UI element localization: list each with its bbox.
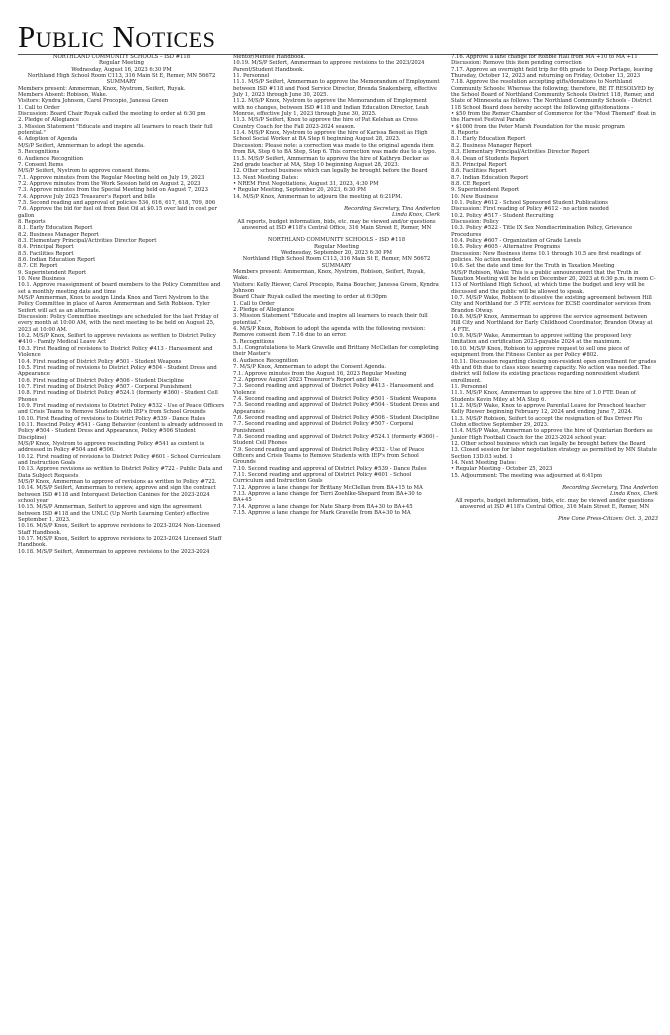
notice-line: 8.6. Indian Education Report xyxy=(18,257,96,263)
notice-line: 10.1. Policy #612 - School Sponsored Student Publications xyxy=(451,199,609,206)
notice-line: 10. New Business xyxy=(18,276,66,283)
notice-line: 7.3. Second reading and approval of District Policy #413 - Harassment and Violence xyxy=(233,383,434,396)
notice-line: M/S/P Robison, Wake: This is a public announcement that the Truth in Taxation Meeting will be held on December 20, 2023 at 6:30 p.m. in room C-113 of Northland High School, at which time the budget and levy will be discussed and the public will be allowed to speak. xyxy=(451,269,656,295)
notice-line: 7.17. Approve an overnight field trip for 6th grade to Deep Portage, leaving Thursday, October 12, 2023 and returning on Friday, October 13, 2023 xyxy=(451,66,653,80)
notice-line: Discussion: Remove this item pending correction xyxy=(451,60,582,67)
notice-line: 3. Mission Statement "Educate and inspire all learners to reach their full potential." xyxy=(18,123,213,137)
notice-line: Linda Knox, Clerk xyxy=(610,491,658,498)
notice-line: 7.11. Second reading and approval of District Policy #601 - School Curriculum and Instruction Goals xyxy=(233,472,412,485)
notice-line: Visitors: Kyndra Johnson, Carol Procopio, Janessa Green xyxy=(18,98,169,105)
notice-line: SUMMARY xyxy=(106,79,137,86)
notice-line: Discussion: Policy xyxy=(451,218,499,225)
notice-line: • $50 from the Remer Chamber of Commerce for the "Most Themed" float in the Harvest Festival Parade xyxy=(451,111,656,124)
notice-line: Regular Meeting xyxy=(314,243,359,250)
notice-line: 8.6. Facilities Report xyxy=(451,168,507,175)
notice-line: Recording Secretary, Tina Anderton xyxy=(344,205,440,212)
notice-line: 11. Personnel xyxy=(451,383,488,390)
notice-line: 11. Personnel xyxy=(233,73,270,80)
notice-line: 10.2. M/S/P Knox, Seifert to approve revisions as written to District Policy #410 - Family Medical Leave Act xyxy=(18,333,216,346)
notice-columns xyxy=(18,54,658,1014)
notice-line: M/S/P Knox, Nystrom to approve rescinding Policy #541 as content is addressed in Policy #504 and #506. xyxy=(18,440,205,454)
notice-line: 10.11. Discussion regarding closing non-resident open enrollment for grades 4th and 6th due to class sizes nearing capacity. No action was needed. The district will follow its existing practices regarding nonresident student enrollment. xyxy=(451,358,657,384)
notice-line: 11.3. M/S/P Robison, Seifert to accept the resignation of Bus Driver Flo Clohn effective September 29, 2023. xyxy=(451,415,643,428)
notice-line: 10.13. Approve revisions as written to District Policy #722 - Public Data and Data Subject Requests xyxy=(18,466,223,479)
notice-line: 11.4. M/S/P Wake, Ammerman to approve the hire of Quintarian Borders as Junior High Football Coach for the 2023-2024 school year. xyxy=(451,428,653,441)
notice-line: 10.7. M/S/P Wake, Robison to dissolve the existing agreement between Hill City and Northland for .5 FTE services for ECSE coordinator services from Brandon Otway. xyxy=(451,295,652,314)
notice-line: 8.4. Principal Report xyxy=(18,244,74,251)
notice-line: 8.2. Business Manager Report xyxy=(18,231,99,238)
notice-line: 7.10. Second reading and approval of District Policy #539 - Dance Rules xyxy=(233,465,427,472)
notice-line: Linda Knox, Clerk xyxy=(392,212,440,219)
notice-line: 6. Audience Recognition xyxy=(233,357,299,364)
notice-line: 12. Other school business which can legally be brought before the Board xyxy=(233,168,428,175)
notice-line: 15. Adjournment: The meeting was adjourned at 6:41pm xyxy=(451,472,603,479)
notice-line: 10.10. M/S/P Knox, Robison to approve request to sell one piece of equipment from the Fitness Center as per Policy #802. xyxy=(451,345,630,359)
notice-line: Discussion: New Business items 10.1 through 10.5 are first readings of policies. No action needed. xyxy=(451,250,641,263)
notice-line: 10.9. First reading of revisions to District Policy #532 - Use of Peace Officers and Crisis Teams to Remove Students with IEP's from School Grounds xyxy=(18,402,225,416)
notice-line: M/S/P Ammerman, Knox to assign Linda Knox and Terri Nystrom to the Policy Committee in place of Aaron Ammerman and Seth Robison. Tyler Seifert will act as an alternate. xyxy=(18,295,210,314)
notice-line: 8. Reports xyxy=(18,218,46,225)
notice-line: Members Absent: Robison, Wake. xyxy=(18,92,108,99)
notice-line: 7.4. Approve July 2023 Treasurer's Report and bills xyxy=(18,193,156,200)
notice-line: 10. New Business xyxy=(451,193,499,200)
notice-line: NORTHLAND COMMUNITY SCHOOLS – ISD #118 xyxy=(52,54,191,60)
notice-line: 8.3. Elementary Principal/Activities Director Report xyxy=(18,237,157,244)
notice-line: 9. Superintendent Report xyxy=(451,187,520,194)
notice-line: 3. Mission Statement "Educate and inspire all learners to reach their full potential." xyxy=(233,313,428,326)
notice-line: 5. Recognitions xyxy=(233,338,275,345)
notice-line: 10.2. Policy #517 - Student Recruiting xyxy=(451,212,554,219)
notice-line: 10.6. Set the date and time for the Truth in Taxation Meeting xyxy=(451,263,615,270)
notice-line: 8.7. Indian Education Report xyxy=(451,174,529,181)
notice-line: All reports, budget information, bids, etc. may be viewed and/or questions answered at ISD #118's Central Office, 316 Main Street E, Remer, MN xyxy=(237,218,436,231)
notice-line: NORTHLAND COMMUNITY SCHOOLS – ISD #118 xyxy=(267,237,406,244)
notice-line: Members present: Ammerman, Knox, Nystrom, Seifert, Ruyak. xyxy=(18,85,186,92)
notice-line: 10.4. Policy #607 - Organization of Grade Levels xyxy=(451,237,582,244)
notice-line: Visitors: Kelly Riewer, Carol Procopio, Raina Boucher, Janessa Green, Kyndra Johnson xyxy=(233,281,439,295)
page-title: Public Notices xyxy=(18,19,216,54)
notice-line: 11.1. M/S/P Knox, Ammerman to approve the hire of 1.0 FTE Dean of Students Kevin Miley at MA Step 6. xyxy=(451,390,636,403)
notice-line: 10.17. M/S/P Knox, Seifert to approve revisions to 2023-2024 Licensed Staff Handbook. xyxy=(18,536,222,549)
notice-line: 7.18. Approve the resolution accepting gifts/donations to Northland Community Schools: Whereas the following; therefore, BE IT RESOLVED by the School Board of Northland Community Schools District 118, Remer, and State of Minnesota as follows: The Northland Community Schools - District 118 School Board does hereby accept the following gifts/donations - xyxy=(451,79,655,111)
notice-line: Discussion: Policy Committee meetings are scheduled for the last Friday of every month at 10:00 AM, with the next meeting to be held on August 25, 2023 at 10:00 AM. xyxy=(18,314,219,333)
notice-line: 8.8. CE Report xyxy=(451,180,491,187)
notice-line: 4. Adoption of Agenda xyxy=(18,136,78,143)
notice-line: 7.7. Second reading and approval of District Policy #507 - Corporal Punishment xyxy=(233,421,414,434)
notice-line: 8.5. Facilities Report xyxy=(18,250,74,257)
notice-line: 2. Pledge of Allegiance xyxy=(233,307,295,314)
notice-line: 10.8. First reading of District Policy #524.1 (formerly #360) - Student Cell Phones xyxy=(18,390,218,403)
notice-line: 7.2. Approve minutes from the Work Session held on August 2, 2023 xyxy=(18,180,201,187)
notice-line: 13. Next Meeting Dates: xyxy=(233,174,299,181)
notice-line: 10.5. First reading of revisions to District Policy #504 - Student Dress and Appearance xyxy=(18,364,217,378)
notice-line: 10.6. First reading of District Policy #506 - Student Discipline xyxy=(18,377,184,384)
notice-line: Discussion: First reading of Policy #612 - no action needed xyxy=(451,206,609,213)
notice-line: 1. Call to Order xyxy=(18,104,60,111)
notice-line: 10.7. First reading of District Policy #507 - Corporal Punishment xyxy=(18,383,192,390)
notice-line: 10.19. M/S/P Seifert, Ammerman to approve revisions to the 2023/2024 Parent/Student Handbook. xyxy=(233,60,425,73)
notice-line: 10.3. First Reading of revisions to District Policy #413 - Harassment and Violence xyxy=(18,345,213,359)
notice-line: 7.8. Second reading and approval of District Policy #524.1 (formerly #360) - Student Cell Phones xyxy=(233,433,438,447)
notice-line: 8.5. Principal Report xyxy=(451,161,507,168)
notice-line: 14. M/S/P Knox, Ammerman to adjourn the meeting at 6:21PM. xyxy=(233,193,403,200)
masthead xyxy=(18,20,658,55)
column-2 xyxy=(233,54,440,516)
notice-line: 10.5. Policy #605 - Alternative Programs xyxy=(451,244,561,251)
notice-line: 11.4. M/S/P Knox, Nystrom to approve the hire of Karissa Benoit as High School Social Worker at BA Step 6 beginning August 28, 2023. xyxy=(233,130,428,143)
notice-line: 8.4. Dean of Students Report xyxy=(451,155,529,162)
notice-line: Pine Cone Press-Citizen: Oct. 3, 2023 xyxy=(558,516,658,523)
notice-line: 4. M/S/P Knox, Robison to adopt the agenda with the following revision: Remove consent item 7.16 due to an error. xyxy=(233,326,426,339)
notice-line: Board Chair Ruyak called the meeting to order at 6:30pm xyxy=(233,294,387,301)
notice-line: 14. Next Meeting Dates: xyxy=(451,460,517,466)
notice-line: 5. Recognitions xyxy=(18,149,60,156)
notice-line: 8.2. Business Manager Report xyxy=(451,142,532,149)
notice-line: 10.4. First reading of District Policy #501 - Student Weapons xyxy=(18,358,182,365)
notice-line: Northland High School Room C113, 316 Main St E, Remer, MN 56672 xyxy=(27,73,216,80)
notice-line: Recording Secretary, Tina Anderton xyxy=(562,485,658,492)
notice-line: 7.2. Approve August 2023 Treasurer's Report and bills xyxy=(233,376,379,383)
notice-line: 11.3. M/S/P Seifert, Knox to approve the hire of Pat Kelehan as Cross Country Coach for the Fall 2023-2024 season. xyxy=(233,117,418,130)
notice-line: 7.6. Approve the bid for fuel oil from Best Oil at $0.15 over laid in cost per gallon xyxy=(18,206,218,219)
notice-line: 11.2. M/S/P Knox, Nystrom to approve the Memorandum of Employment with no changes, between ISD #118 and Indian Education Director, Leah Monroe, effective July 1, 2023 through June 30, 2025. xyxy=(233,98,429,118)
notice-line: 10.15. M/S/P Ammerman, Seifert to approve and sign the agreement between ISD #118 and the UNLC (Up North Learning Center) effective September 1, 2023. xyxy=(18,504,210,524)
notice-line: Members present: Ammerman, Knox, Nystrom, Robison, Seifert, Ruyak, Wake. xyxy=(233,269,426,282)
notice-line: 7.15. Approve a lane change for Mark Gravelle from BA+30 to MA xyxy=(233,510,411,517)
notice-line: 10.14. M/S/P Seifert, Ammerman to review, approve and sign the contract between ISD #118 and Interquest Detection Canines for the 2023-2024 school year xyxy=(18,485,216,505)
notice-line: 7. M/S/P Knox, Ammerman to adopt the Consent Agenda. xyxy=(233,364,386,371)
notice-line: 8.1. Early Education Report xyxy=(18,225,93,232)
notice-line: 12. Other school business which can legally be brought before the Board xyxy=(451,440,646,447)
notice-line: • Regular Meeting - October 25, 2023 xyxy=(451,466,553,473)
notice-line: Mentor/Mentee Handbook. xyxy=(233,54,306,60)
notice-line: 7.5. Second reading and approval of District Policy #504 - Student Dress and Appearance xyxy=(233,402,440,415)
notice-line: 8.7. CE Report xyxy=(18,263,58,270)
notice-line: 7.1. Approve minutes from the Regular Meeting held on July 19, 2023 xyxy=(18,174,205,181)
notice-line: Wednesday, September 20, 2023 6:30 PM xyxy=(280,249,393,256)
notice-line: SUMMARY xyxy=(321,262,352,269)
notice-line: 13. Closed session for labor negotiation strategy as permitted by MN Statute Section 13D.03 subd. 1 xyxy=(451,447,657,460)
notice-line: • NREM First Negotiations, August 31, 2023, 4:30 PM xyxy=(233,180,379,187)
notice-line: 7.12. Approve a lane change for Brittany McClellan from BA+15 to MA xyxy=(233,484,423,491)
notice-line: All reports, budget information, bids, etc. may be viewed and/or questions answered at ISD #118's Central Office, 316 Main Street E, Remer, MN xyxy=(455,497,654,511)
notice-line: 7.6. Second reading and approval of District Policy #506 - Student Discipline xyxy=(233,414,440,421)
notice-line: 10.9. M/S/P Wake, Ammerman to approve setting the proposed levy limitation and certification 2023-payable 2024 at the maximum. xyxy=(451,333,632,346)
notice-line: 7.1. Approve minutes from the August 16, 2023 Regular Meeting xyxy=(233,370,407,377)
notice-line: 7.9. Second reading and approval of District Policy #532 - Use of Peace Officers and Crisis Teams to Remove Students with IEP's from School Grounds xyxy=(233,446,425,466)
notice-line: 11.1. M/S/P Seifert, Ammerman to approve the Memorandum of Employment between ISD #118 and Food Service Director, Brenda Snakenberg, effective July 1, 2023 through June 30, 2025. xyxy=(233,79,440,99)
notice-line: 10.3. Policy #522 - Title IX Sex Nondiscrimination Policy, Grievance Procedures xyxy=(451,225,633,238)
notice-line: 8. Reports xyxy=(451,130,479,137)
notice-line: • $1000 from the Peter Marsh Foundation for the music program xyxy=(451,123,625,130)
notice-line: 7.14. Approve a lane change for Nate Sharp from BA+30 to BA+45 xyxy=(233,503,413,510)
notice-line: 10.10. First Reading of revisions to District Policy #539 - Dance Rules xyxy=(18,415,206,422)
notice-line: 10.8. M/S/P Knox, Ammerman to approve the service agreement between Hill City and Northland for Early Childhood Coordinator, Brandon Otway at .4 FTE. xyxy=(451,314,653,333)
notice-line: 7.13. Approve a lane change for Terri Zoehlke-Shepard from BA+30 to BA+45 xyxy=(233,491,422,504)
notice-line: M/S/P Seifert, Nystrom to approve consent items. xyxy=(18,168,151,175)
notice-line: 7. Consent Items xyxy=(18,161,64,168)
notice-line: M/S/P Seifert, Ammerman to adopt the agenda. xyxy=(18,142,145,149)
notice-line: 11.5. M/S/P Seifert, Ammerman to approve the hire of Kathryn Decker as 2nd grade teacher at MA, Step 10 beginning August 28, 2023. xyxy=(233,155,429,168)
notice-line: Wednesday, August 16, 2023 6:30 PM xyxy=(71,66,172,73)
notice-line: 11.2. M/S/P Wake, Knox to approve Parental Leave for Preschool teacher Kelly Riewer beginning February 12, 2024 and ending June 7, 2024. xyxy=(451,402,646,416)
notice-line: 9. Superintendent Report xyxy=(18,269,87,276)
notice-line: 7.4. Second reading and approval of District Policy #501 - Student Weapons xyxy=(233,395,437,402)
notice-line: • Regular Meeting, September 20, 2023, 6:30 PM xyxy=(233,187,367,194)
notice-line: M/S/P Knox, Ammerman to approve of revisions as written to Policy #722. xyxy=(18,479,217,486)
notice-line: 7.5. Second reading and approval of policies 534, 616, 617, 618, 709, 806 xyxy=(18,199,216,206)
notice-line: Northland High School Room C113, 316 Main St E, Remer, MN 56672 xyxy=(242,256,431,263)
notice-line: 10.11. Rescind Policy #541 - Gang Behavior (content is already addressed in Policy #504 - Student Dress and Appearance, Policy #506 Student Discipline) xyxy=(18,421,223,441)
notice-line: 5.1. Congratulations to Mark Gravelle and Brittany McClellan for completing their Master's xyxy=(233,345,439,358)
notice-line: Discussion: Board Chair Ruyak called the meeting to order at 6:30 pm xyxy=(18,111,206,118)
notice-line: 7.16. Approve a lane change for Robbie Hall from MA +10 to MA +11 xyxy=(451,54,638,60)
column-3 xyxy=(451,54,658,523)
notice-line: 10.1. Approve reassignment of board members to the Policy Committee and set a monthly meeting date and time xyxy=(18,282,221,295)
notice-line: 7.3. Approve minutes from the Special Meeting held on August 7, 2023 xyxy=(18,187,208,194)
notice-line: 8.3. Elementary Principal/Activities Director Report xyxy=(451,149,590,156)
notice-line: 10.12. First reading of revisions to District Policy #601 - School Curriculum and Instruction Goals xyxy=(18,453,221,466)
notice-line: 2. Pledge of Allegiance xyxy=(18,117,80,124)
notice-line: 8.1. Early Education Report xyxy=(451,136,526,143)
notice-line: 10.16. M/S/P Knox, Seifert to approve revisions to 2023-2024 Non-Licensed Staff Handbook. xyxy=(18,523,221,536)
notice-line: 1. Call to Order xyxy=(233,300,275,307)
notice-line: Discussion: Please note: a correction was made to the original agenda item from BA, Step 6 to BA Step, Step 6. This correction was made due to a typo. xyxy=(233,142,437,156)
notice-line: 10.18. M/S/P Seifert, Ammerman to approve revisions to the 2023-2024 xyxy=(18,548,210,555)
column-1 xyxy=(18,54,225,555)
notice-line: Regular Meeting xyxy=(99,60,144,67)
notice-line: 6. Audience Recognition xyxy=(18,155,84,162)
